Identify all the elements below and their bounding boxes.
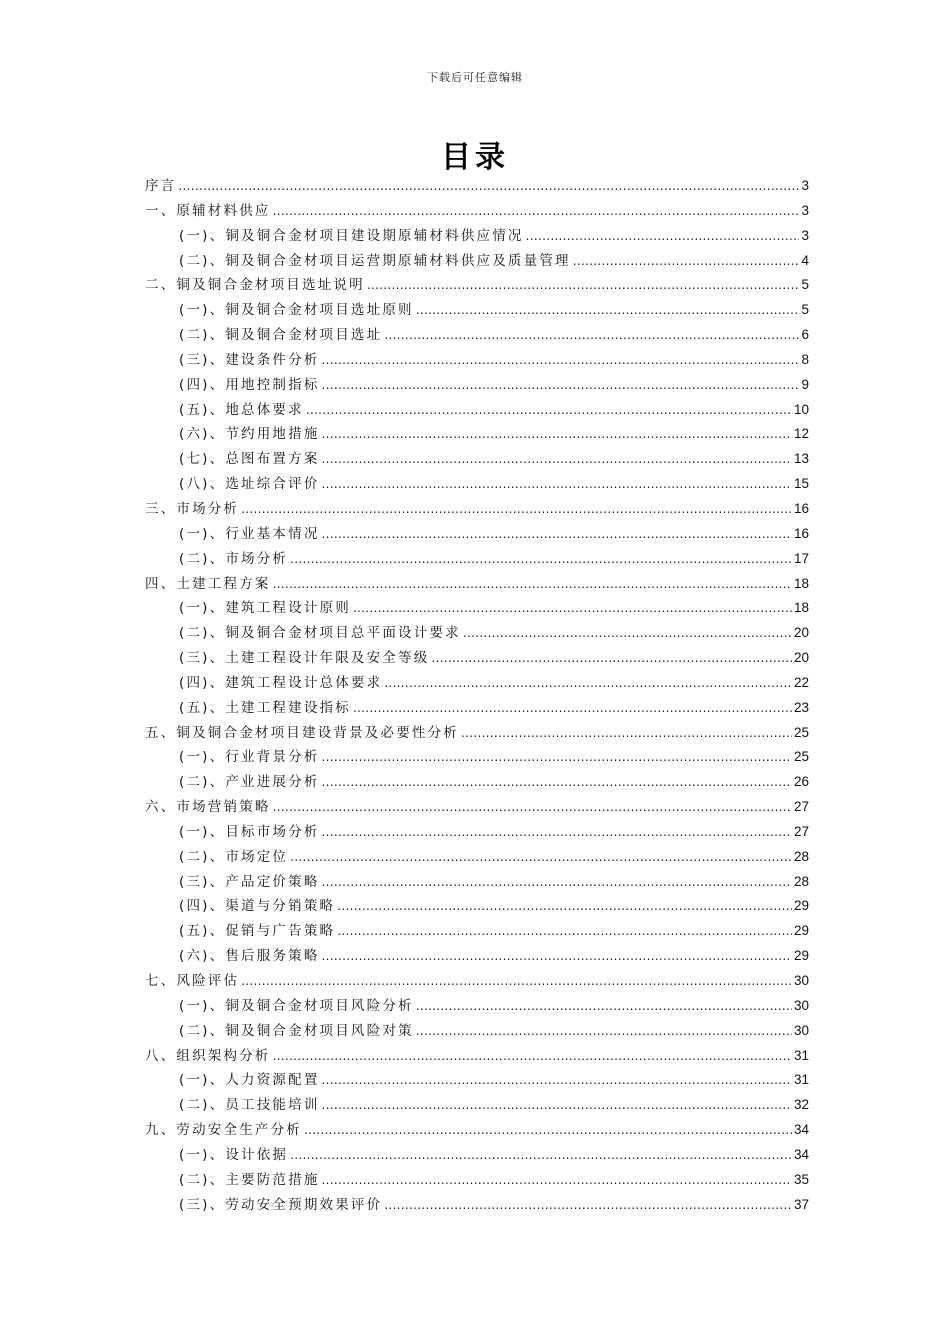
toc-page-number: 35 [793,1171,809,1187]
toc-subsection-entry[interactable] [145,1143,809,1168]
toc-dot-leader [384,671,792,696]
toc-subsection-entry[interactable] [145,894,809,919]
toc-page-number: 23 [793,699,809,715]
toc-entry-label: (二)、员工技能培训 [179,1097,320,1114]
toc-subsection-entry[interactable] [145,472,809,497]
toc-entry-label: (一)、建筑工程设计原则 [179,600,351,617]
toc-entry-label: (二)、铜及铜合金材项目风险对策 [179,1022,414,1039]
toc-subsection-entry[interactable] [145,422,809,447]
toc-entry-label: (六)、售后服务策略 [179,948,320,965]
toc-dot-leader [337,894,792,919]
toc-subsection-entry[interactable] [145,870,809,895]
toc-subsection-entry[interactable] [145,1168,809,1193]
toc-subsection-entry[interactable] [145,671,809,696]
toc-page-number: 3 [801,178,809,193]
toc-entry-label: 四、土建工程方案 [145,575,271,592]
toc-dot-leader [461,721,792,746]
toc-subsection-entry[interactable] [145,224,809,249]
toc-dot-leader [290,547,792,572]
toc-section-entry[interactable] [145,572,809,597]
toc-entry-label: (一)、设计依据 [179,1146,289,1163]
toc-subsection-entry[interactable] [145,447,809,472]
toc-subsection-entry[interactable] [145,745,809,770]
toc-page-number: 26 [793,774,809,790]
toc-subsection-entry[interactable] [145,820,809,845]
toc-subsection-entry[interactable] [145,249,809,274]
toc-page-number: 5 [801,277,809,293]
toc-page-number: 5 [801,302,809,318]
toc-dot-leader [273,572,792,597]
toc-entry-label: (一)、铜及铜合金材项目风险分析 [179,997,414,1014]
toc-entry-label: 七、风险评估 [145,973,240,989]
toc-subsection-entry[interactable] [145,770,809,795]
toc-subsection-entry[interactable] [145,547,809,572]
toc-subsection-entry[interactable] [145,621,809,646]
toc-subsection-entry[interactable] [145,696,809,721]
page-title: 目录 [441,140,509,175]
toc-page-number: 30 [793,973,809,988]
toc-dot-leader [367,273,800,298]
toc-entry-label: (五)、促销与广告策略 [179,923,336,940]
toc-dot-leader [431,646,792,671]
toc-entry-label: 序言 [145,178,177,194]
toc-entry-label: (六)、节约用地措施 [179,426,320,443]
toc-page-number: 37 [793,1196,809,1212]
toc-page-number: 18 [793,575,809,591]
toc-dot-leader [273,199,800,224]
toc-subsection-entry[interactable] [145,845,809,870]
toc-subsection-entry[interactable] [145,646,809,671]
toc-entry-label: (四)、渠道与分销策略 [179,898,336,915]
toc-page-number: 31 [793,1047,809,1063]
toc-section-entry[interactable] [145,795,809,820]
toc-dot-leader [322,820,792,845]
toc-subsection-entry[interactable] [145,944,809,969]
toc-page-number: 31 [793,1072,809,1088]
toc-dot-leader [322,1068,792,1093]
toc-entry-label: (二)、铜及铜合金材项目运营期原辅材料供应及质量管理 [179,252,571,269]
toc-section-entry[interactable] [145,969,809,994]
toc-entry-label: (八)、选址综合评价 [179,476,320,493]
toc-section-entry[interactable] [145,174,809,199]
toc-dot-leader [290,845,792,870]
toc-page-number: 8 [801,351,809,367]
toc-page-number: 29 [793,948,809,964]
toc-entry-label: (一)、目标市场分析 [179,823,320,840]
toc-entry-label: 二、铜及铜合金材项目选址说明 [145,277,365,294]
toc-dot-leader [322,745,792,770]
toc-entry-label: 六、市场营销策略 [145,799,271,816]
toc-page-number: 17 [793,550,809,566]
toc-subsection-entry[interactable] [145,1093,809,1118]
toc-dot-leader [322,944,792,969]
toc-subsection-entry[interactable] [145,522,809,547]
toc-subsection-entry[interactable] [145,348,809,373]
toc-dot-leader [241,969,792,994]
toc-dot-leader [384,323,799,348]
toc-dot-leader [290,1143,792,1168]
toc-dot-leader [306,398,792,423]
toc-entry-label: 九、劳动安全生产分析 [145,1122,302,1139]
toc-dot-leader [322,870,792,895]
toc-entry-label: 三、市场分析 [145,500,240,517]
toc-page-number: 13 [793,451,809,467]
toc-page-number: 16 [793,525,809,541]
toc-dot-leader [416,298,800,323]
toc-section-entry[interactable] [145,721,809,746]
table-of-contents [145,174,809,1217]
toc-page-number: 20 [793,650,809,666]
toc-entry-label: (三)、建设条件分析 [179,351,320,368]
toc-dot-leader [573,249,800,274]
toc-page-number: 9 [801,376,809,392]
toc-page-number: 10 [793,401,809,417]
toc-dot-leader [526,224,800,249]
toc-dot-leader [416,994,792,1019]
toc-page-number: 25 [793,749,809,765]
toc-entry-label: (二)、产业进展分析 [179,774,320,791]
toc-page-number: 29 [793,898,809,914]
toc-page-number: 34 [793,1146,809,1162]
toc-page-number: 30 [793,1022,809,1038]
toc-section-entry[interactable] [145,273,809,298]
toc-dot-leader [322,348,800,373]
toc-dot-leader [353,696,792,721]
toc-page-number: 15 [793,476,809,492]
toc-entry-label: (四)、建筑工程设计总体要求 [179,674,383,691]
toc-section-entry[interactable] [145,1118,809,1143]
toc-page-number: 28 [793,873,809,889]
toc-dot-leader [322,1168,792,1193]
toc-subsection-entry[interactable] [145,596,809,621]
toc-subsection-entry[interactable] [145,1068,809,1093]
toc-dot-leader [416,1019,792,1044]
toc-entry-label: (二)、主要防范措施 [179,1171,320,1188]
toc-page-number: 20 [793,625,809,641]
toc-entry-label: (二)、铜及铜合金材项目总平面设计要求 [179,625,461,642]
toc-entry-label: (二)、铜及铜合金材项目选址 [179,327,383,344]
toc-subsection-entry[interactable] [145,373,809,398]
toc-entry-label: (一)、行业背景分析 [179,749,320,766]
toc-page-number: 29 [793,923,809,939]
toc-entry-label: (一)、铜及铜合金材项目选址原则 [179,302,414,319]
toc-page-number: 27 [793,823,809,839]
toc-dot-leader [322,422,792,447]
toc-entry-label: (三)、产品定价策略 [179,873,320,890]
toc-page-number: 32 [793,1097,809,1113]
toc-section-entry[interactable] [145,497,809,522]
toc-dot-leader [322,447,792,472]
toc-page-number: 28 [793,848,809,864]
toc-dot-leader [322,472,792,497]
toc-page-number: 22 [793,674,809,690]
toc-entry-label: (一)、铜及铜合金材项目建设期原辅材料供应情况 [179,227,524,244]
toc-subsection-entry[interactable] [145,323,809,348]
toc-dot-leader [322,522,792,547]
toc-page-number: 3 [801,202,809,218]
toc-section-entry[interactable] [145,1044,809,1069]
toc-entry-label: 八、组织架构分析 [145,1047,271,1064]
toc-subsection-entry[interactable] [145,398,809,423]
toc-subsection-entry[interactable] [145,298,809,323]
toc-subsection-entry[interactable] [145,1019,809,1044]
toc-entry-label: (四)、用地控制指标 [179,376,320,393]
toc-entry-label: (二)、市场分析 [179,550,289,567]
toc-dot-leader [353,596,792,621]
toc-dot-leader [322,1093,792,1118]
toc-dot-leader [241,497,792,522]
toc-page-number: 16 [793,500,809,516]
toc-entry-label: (三)、土建工程设计年限及安全等级 [179,650,430,667]
page-header: 下载后可任意编辑 [427,71,523,84]
toc-entry-label: (七)、总图布置方案 [179,451,320,468]
toc-entry-label: (五)、地总体要求 [179,401,304,418]
toc-entry-label: 五、铜及铜合金材项目建设背景及必要性分析 [145,724,459,741]
toc-dot-leader [273,795,792,820]
toc-page-number: 27 [793,799,809,815]
toc-page-number: 25 [793,724,809,740]
toc-page-number: 30 [793,997,809,1013]
toc-dot-leader [322,373,800,398]
toc-dot-leader [304,1118,792,1143]
toc-entry-label: (五)、土建工程建设指标 [179,699,351,716]
toc-dot-leader [337,919,792,944]
toc-dot-leader [273,1044,792,1069]
toc-entry-label: (三)、劳动安全预期效果评价 [179,1196,383,1213]
toc-section-entry[interactable] [145,199,809,224]
toc-page-number: 3 [801,227,809,243]
toc-dot-leader [178,174,799,199]
toc-page-number: 4 [801,252,809,268]
toc-subsection-entry[interactable] [145,994,809,1019]
toc-subsection-entry[interactable] [145,919,809,944]
toc-page-number: 12 [793,426,809,442]
toc-entry-label: 一、原辅材料供应 [145,202,271,219]
toc-page-number: 6 [801,327,809,343]
toc-page-number: 34 [793,1122,809,1138]
toc-entry-label: (一)、人力资源配置 [179,1072,320,1089]
toc-entry-label: (一)、行业基本情况 [179,525,320,542]
toc-entry-label: (二)、市场定位 [179,848,289,865]
toc-dot-leader [463,621,792,646]
toc-page-number: 18 [793,600,809,616]
toc-dot-leader [322,770,792,795]
toc-dot-leader [384,1193,792,1218]
toc-subsection-entry[interactable] [145,1193,809,1218]
